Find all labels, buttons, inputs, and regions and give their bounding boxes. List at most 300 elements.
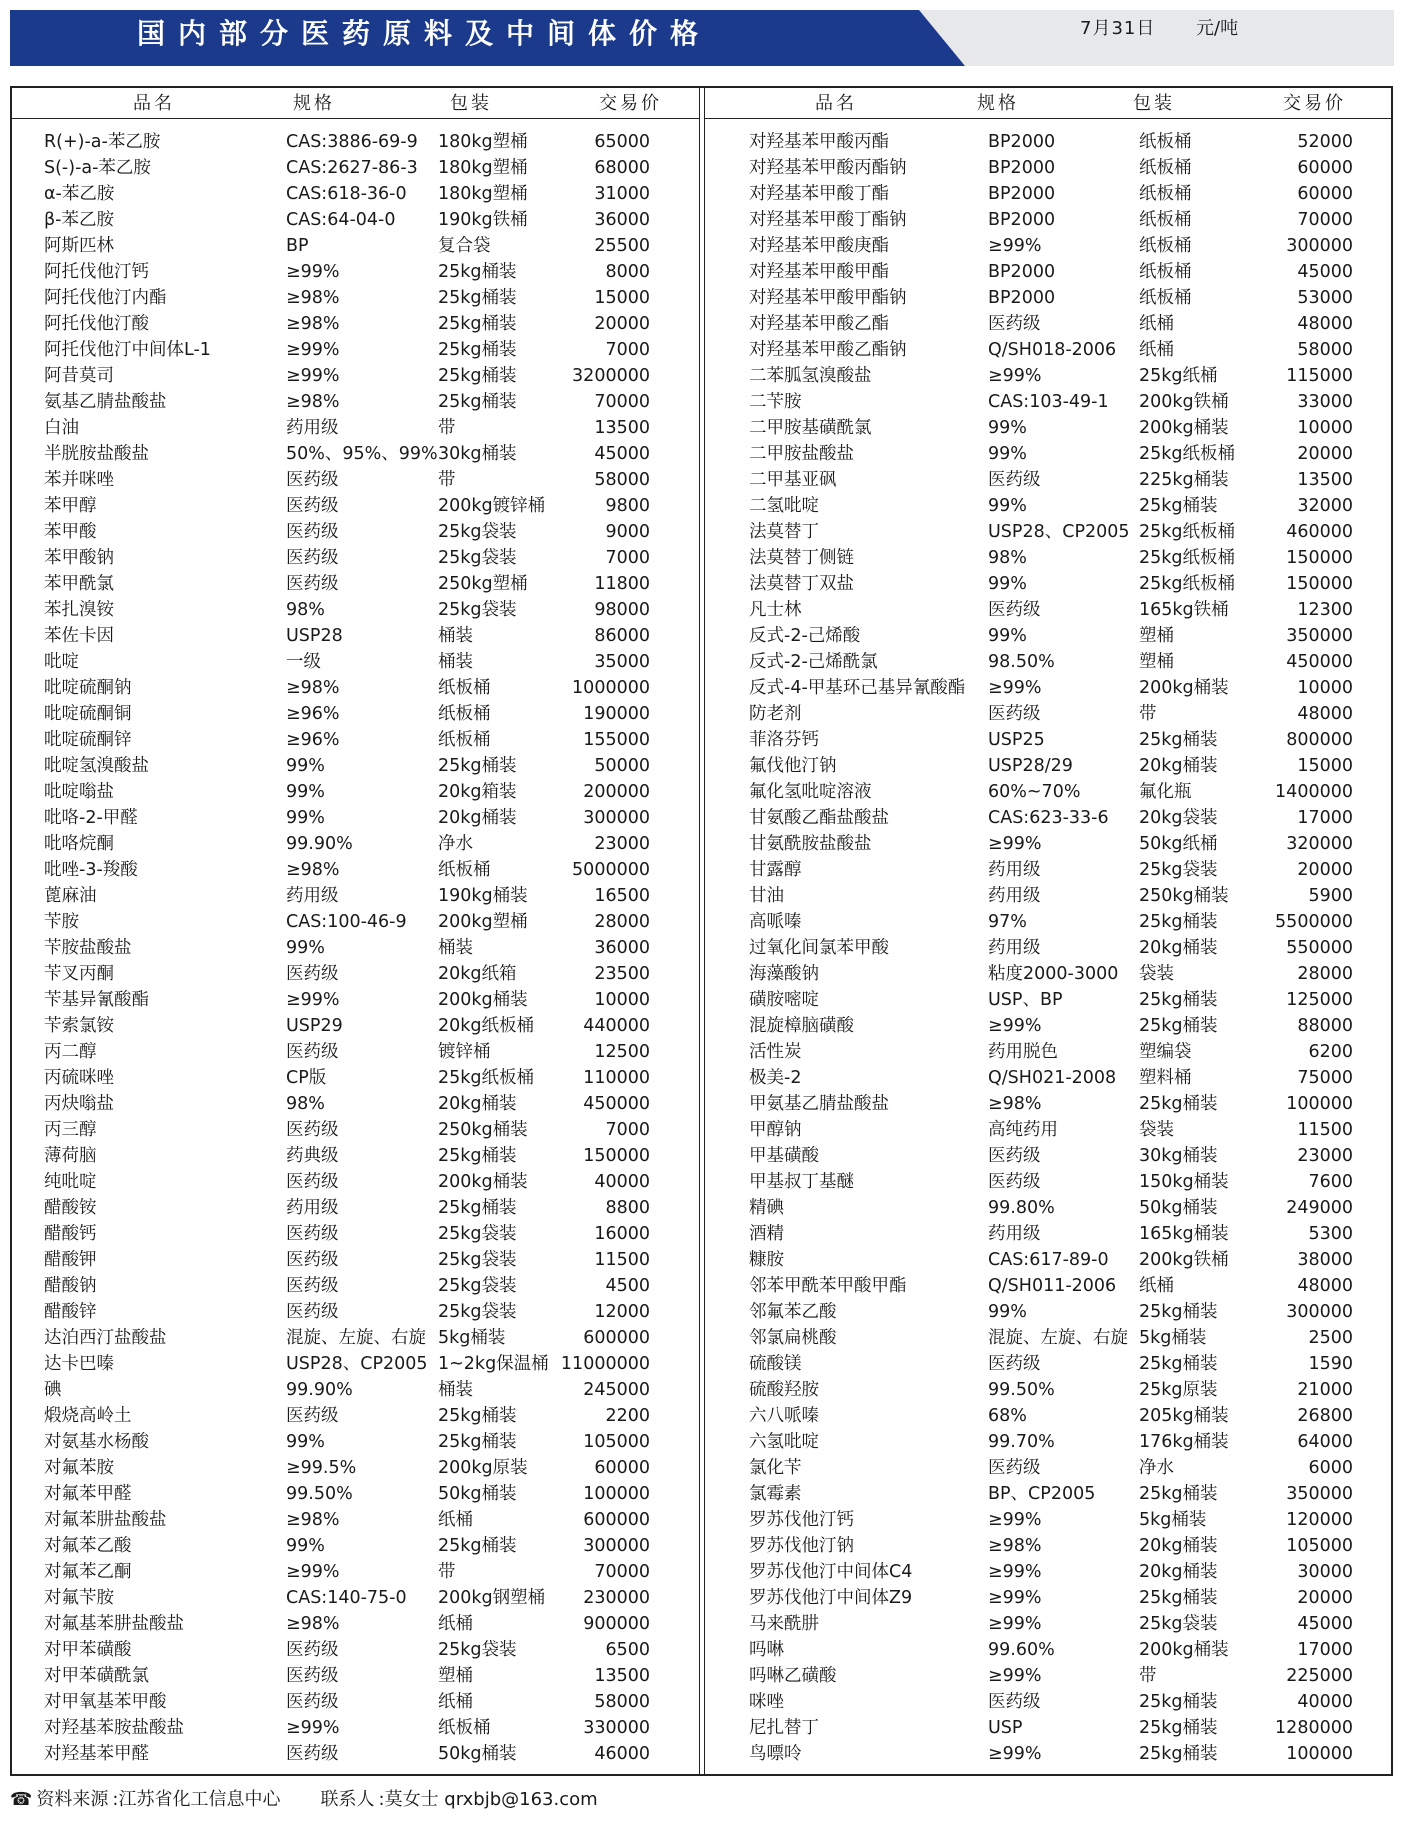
- cell-name: 法莫替丁侧链: [749, 548, 854, 568]
- cell-price: 320000: [1286, 834, 1353, 854]
- table-row: [0, 363, 1353, 389]
- cell-price: 64000: [1297, 1432, 1353, 1452]
- cell-spec: 医药级: [286, 548, 339, 568]
- table-row: [0, 831, 1353, 857]
- cell-spec: 97%: [988, 912, 1027, 932]
- header-rule-left: [12, 118, 699, 119]
- cell-name: 氟化氢吡啶溶液: [749, 782, 872, 802]
- cell-price: 600000: [583, 1510, 650, 1530]
- cell-spec: BP: [286, 236, 309, 256]
- cell-price: 25500: [594, 236, 650, 256]
- cell-package: 纸板桶: [1139, 262, 1192, 282]
- cell-package: 20kg纸箱: [438, 964, 517, 984]
- cell-name: 对氨基水杨酸: [44, 1432, 149, 1452]
- cell-spec: CAS:103-49-1: [988, 392, 1109, 412]
- cell-spec: USP、BP: [988, 990, 1063, 1010]
- cell-price: 600000: [583, 1328, 650, 1348]
- cell-spec: 医药级: [988, 600, 1041, 620]
- cell-price: 86000: [594, 626, 650, 646]
- cell-name: 活性炭: [749, 1042, 802, 1062]
- cell-spec: 99.90%: [286, 1380, 353, 1400]
- cell-name: 丙炔嗡盐: [44, 1094, 114, 1114]
- cell-price: 60000: [594, 1458, 650, 1478]
- table-row: [0, 1611, 1353, 1637]
- col-header-name: 品名: [815, 93, 857, 114]
- table-row: [0, 675, 1353, 701]
- cell-name: 对羟基苯甲醛: [44, 1744, 149, 1764]
- cell-price: 460000: [1286, 522, 1353, 542]
- cell-package: 30kg桶装: [1139, 1146, 1218, 1166]
- cell-package: 25kg桶装: [438, 366, 517, 386]
- cell-price: 12500: [594, 1042, 650, 1062]
- cell-package: 纸桶: [1139, 340, 1174, 360]
- table-row: [0, 467, 1353, 493]
- cell-package: 20kg桶装: [1139, 1562, 1218, 1582]
- cell-name: 醋酸铵: [44, 1198, 97, 1218]
- cell-package: 25kg桶装: [438, 262, 517, 282]
- cell-name: 丙二醇: [44, 1042, 97, 1062]
- cell-spec: BP、CP2005: [988, 1484, 1096, 1504]
- cell-price: 58000: [594, 1692, 650, 1712]
- cell-spec: 99%: [988, 1302, 1027, 1322]
- page-title: 国内部分医药原料及中间体价格: [137, 17, 712, 50]
- cell-package: 200kg原装: [438, 1458, 528, 1478]
- cell-price: 800000: [1286, 730, 1353, 750]
- col-header-package: 包装: [450, 93, 492, 114]
- date-label: 7月31日: [1080, 18, 1156, 39]
- cell-spec: 药典级: [286, 1146, 339, 1166]
- cell-price: 17000: [1297, 1640, 1353, 1660]
- cell-price: 11000000: [560, 1354, 650, 1374]
- cell-price: 36000: [594, 938, 650, 958]
- cell-package: 纸板桶: [1139, 132, 1192, 152]
- cell-spec: ≥98%: [286, 860, 340, 880]
- table-row: [0, 1299, 1353, 1325]
- cell-price: 68000: [594, 158, 650, 178]
- cell-name: 咪唑: [749, 1692, 784, 1712]
- cell-package: 25kg袋装: [438, 1276, 517, 1296]
- cell-package: 25kg袋装: [1139, 1614, 1218, 1634]
- cell-spec: ≥99%: [988, 236, 1042, 256]
- cell-price: 48000: [1297, 314, 1353, 334]
- cell-spec: ≥98%: [988, 1094, 1042, 1114]
- cell-package: 250kg桶装: [438, 1120, 528, 1140]
- cell-name: 邻氟苯乙酸: [749, 1302, 837, 1322]
- cell-spec: 98%: [988, 548, 1027, 568]
- table-row: [0, 623, 1353, 649]
- cell-name: β-苯乙胺: [44, 210, 114, 230]
- cell-price: 16000: [594, 1224, 650, 1244]
- cell-spec: ≥98%: [286, 314, 340, 334]
- table-row: [0, 805, 1353, 831]
- cell-price: 98000: [594, 600, 650, 620]
- cell-package: 25kg桶装: [438, 392, 517, 412]
- cell-package: 1~2kg保温桶: [438, 1354, 549, 1374]
- table-row: [0, 1559, 1353, 1585]
- cell-price: 5500000: [1275, 912, 1353, 932]
- cell-package: 200kg塑桶: [438, 912, 528, 932]
- cell-name: 对甲苯磺酸: [44, 1640, 132, 1660]
- col-header-price: 交易价: [1283, 93, 1346, 114]
- table-row: [0, 259, 1353, 285]
- cell-price: 100000: [1286, 1094, 1353, 1114]
- cell-name: 甘氨酰胺盐酸盐: [749, 834, 872, 854]
- cell-package: 190kg桶装: [438, 886, 528, 906]
- cell-name: 氯霉素: [749, 1484, 802, 1504]
- table-row: [0, 1351, 1353, 1377]
- column-divider: [704, 86, 705, 1776]
- cell-package: 25kg桶装: [1139, 496, 1218, 516]
- cell-price: 100000: [1286, 1744, 1353, 1764]
- cell-name: 吡啶硫酮钠: [44, 678, 132, 698]
- table-row: [0, 1195, 1353, 1221]
- cell-price: 75000: [1297, 1068, 1353, 1088]
- table-row: [0, 1715, 1353, 1741]
- table-row: [0, 1091, 1353, 1117]
- cell-spec: 医药级: [988, 704, 1041, 724]
- cell-name: 对羟基苯甲酸丁酯钠: [749, 210, 907, 230]
- cell-package: 50kg桶装: [1139, 1198, 1218, 1218]
- cell-spec: ≥99%: [286, 1718, 340, 1738]
- cell-package: 纸桶: [438, 1510, 473, 1530]
- cell-package: 带: [438, 418, 456, 438]
- cell-spec: 药用脱色: [988, 1042, 1058, 1062]
- cell-spec: 医药级: [988, 1354, 1041, 1374]
- cell-package: 25kg纸板桶: [1139, 522, 1236, 542]
- cell-name: 罗苏伐他汀中间体C4: [749, 1562, 913, 1582]
- cell-spec: 99%: [286, 756, 325, 776]
- cell-spec: BP2000: [988, 158, 1056, 178]
- cell-price: 28000: [594, 912, 650, 932]
- cell-name: 酒精: [749, 1224, 784, 1244]
- cell-spec: 一级: [286, 652, 321, 672]
- cell-price: 46000: [594, 1744, 650, 1764]
- cell-package: 205kg桶装: [1139, 1406, 1229, 1426]
- cell-spec: 医药级: [286, 496, 339, 516]
- cell-package: 25kg纸板桶: [1139, 444, 1236, 464]
- cell-name: 二苯胍氢溴酸盐: [749, 366, 872, 386]
- cell-package: 桶装: [438, 1380, 473, 1400]
- cell-name: 极美-2: [749, 1068, 802, 1088]
- cell-price: 330000: [583, 1718, 650, 1738]
- cell-spec: ≥99%: [988, 678, 1042, 698]
- cell-spec: BP2000: [988, 262, 1056, 282]
- table-row: [0, 1039, 1353, 1065]
- cell-package: 25kg桶装: [1139, 1588, 1218, 1608]
- cell-package: 25kg桶装: [438, 1198, 517, 1218]
- cell-name: 阿托伐他汀钙: [44, 262, 149, 282]
- cell-price: 45000: [1297, 262, 1353, 282]
- cell-package: 200kg桶装: [438, 1172, 528, 1192]
- cell-package: 25kg袋装: [438, 1224, 517, 1244]
- cell-price: 10000: [1297, 418, 1353, 438]
- cell-price: 200000: [583, 782, 650, 802]
- table-row: [0, 1481, 1353, 1507]
- cell-name: 吗啉: [749, 1640, 784, 1660]
- col-header-spec: 规格: [293, 93, 335, 114]
- cell-spec: 混旋、左旋、右旋: [988, 1328, 1128, 1348]
- cell-package: 20kg桶装: [1139, 756, 1218, 776]
- cell-name: 薄荷脑: [44, 1146, 97, 1166]
- cell-spec: ≥99%: [988, 1744, 1042, 1764]
- cell-spec: 药用级: [988, 1224, 1041, 1244]
- cell-name: 苯佐卡因: [44, 626, 114, 646]
- table-row: [0, 1585, 1353, 1611]
- cell-name: 对氟苯乙酮: [44, 1562, 132, 1582]
- cell-spec: 99%: [286, 808, 325, 828]
- cell-package: 25kg袋装: [438, 1302, 517, 1322]
- cell-price: 300000: [583, 1536, 650, 1556]
- cell-spec: 粘度2000-3000: [988, 964, 1119, 984]
- cell-spec: 医药级: [286, 1692, 339, 1712]
- cell-spec: ≥99%: [988, 366, 1042, 386]
- cell-name: 醋酸钠: [44, 1276, 97, 1296]
- cell-package: 纸板桶: [1139, 288, 1192, 308]
- table-row: [0, 1377, 1353, 1403]
- table-row: [0, 1455, 1353, 1481]
- cell-spec: ≥99%: [988, 834, 1042, 854]
- cell-price: 12000: [594, 1302, 650, 1322]
- cell-price: 10000: [594, 990, 650, 1010]
- cell-spec: CAS:623-33-6: [988, 808, 1109, 828]
- cell-spec: 99%: [286, 1432, 325, 1452]
- cell-price: 2200: [605, 1406, 650, 1426]
- cell-package: 25kg袋装: [438, 600, 517, 620]
- cell-price: 23500: [594, 964, 650, 984]
- phone-icon: ☎: [10, 1789, 33, 1810]
- cell-name: 二苄胺: [749, 392, 802, 412]
- cell-price: 150000: [1286, 574, 1353, 594]
- cell-package: 纸板桶: [438, 678, 491, 698]
- cell-package: 25kg纸板桶: [438, 1068, 535, 1088]
- cell-package: 25kg桶装: [438, 756, 517, 776]
- cell-package: 塑桶: [1139, 626, 1174, 646]
- cell-package: 25kg袋装: [438, 1640, 517, 1660]
- cell-name: 二甲基亚砜: [749, 470, 837, 490]
- col-header-spec: 规格: [977, 93, 1019, 114]
- cell-price: 52000: [1297, 132, 1353, 152]
- cell-price: 13500: [594, 1666, 650, 1686]
- cell-spec: 医药级: [286, 1276, 339, 1296]
- cell-package: 25kg袋装: [438, 522, 517, 542]
- cell-package: 200kg桶装: [1139, 678, 1229, 698]
- cell-spec: ≥99%: [286, 262, 340, 282]
- cell-price: 350000: [1286, 626, 1353, 646]
- table-row: [0, 935, 1353, 961]
- cell-price: 115000: [1286, 366, 1353, 386]
- cell-package: 袋装: [1139, 1120, 1174, 1140]
- cell-price: 23000: [1297, 1146, 1353, 1166]
- cell-name: 苯甲酸: [44, 522, 97, 542]
- cell-spec: 医药级: [286, 1172, 339, 1192]
- cell-price: 110000: [583, 1068, 650, 1088]
- cell-spec: ≥98%: [286, 1510, 340, 1530]
- cell-spec: USP28/29: [988, 756, 1073, 776]
- cell-spec: 98.50%: [988, 652, 1055, 672]
- cell-spec: 99%: [988, 418, 1027, 438]
- cell-price: 225000: [1286, 1666, 1353, 1686]
- cell-package: 200kg镀锌桶: [438, 496, 546, 516]
- cell-price: 15000: [1297, 756, 1353, 776]
- cell-price: 100000: [583, 1484, 650, 1504]
- cell-price: 20000: [1297, 860, 1353, 880]
- cell-package: 200kg桶装: [1139, 418, 1229, 438]
- cell-name: 二氢吡啶: [749, 496, 819, 516]
- cell-spec: CAS:617-89-0: [988, 1250, 1109, 1270]
- header-rule-right: [705, 118, 1391, 119]
- cell-price: 70000: [594, 1562, 650, 1582]
- cell-name: 苯甲酸钠: [44, 548, 114, 568]
- cell-package: 净水: [438, 834, 473, 854]
- cell-spec: CAS:3886-69-9: [286, 132, 418, 152]
- cell-price: 5900: [1308, 886, 1353, 906]
- cell-package: 25kg桶装: [438, 1406, 517, 1426]
- cell-package: 纸桶: [1139, 314, 1174, 334]
- cell-package: 50kg纸桶: [1139, 834, 1218, 854]
- table-row: [0, 1273, 1353, 1299]
- table-row: [0, 233, 1353, 259]
- cell-spec: BP2000: [988, 288, 1056, 308]
- cell-price: 20000: [1297, 1588, 1353, 1608]
- cell-package: 纸板桶: [438, 704, 491, 724]
- cell-price: 38000: [1297, 1250, 1353, 1270]
- cell-price: 45000: [1297, 1614, 1353, 1634]
- cell-name: 阿昔莫司: [44, 366, 114, 386]
- cell-name: 反式-2-己烯酸: [749, 626, 861, 646]
- cell-spec: Q/SH021-2008: [988, 1068, 1117, 1088]
- cell-price: 21000: [1297, 1380, 1353, 1400]
- cell-name: 硫酸羟胺: [749, 1380, 819, 1400]
- cell-price: 8800: [605, 1198, 650, 1218]
- cell-package: 25kg桶装: [1139, 1484, 1218, 1504]
- cell-spec: CAS:2627-86-3: [286, 158, 418, 178]
- cell-name: 二甲胺盐酸盐: [749, 444, 854, 464]
- cell-price: 105000: [583, 1432, 650, 1452]
- cell-spec: ≥98%: [286, 678, 340, 698]
- cell-spec: 医药级: [286, 1224, 339, 1244]
- cell-spec: CAS:100-46-9: [286, 912, 407, 932]
- cell-spec: 药用级: [988, 860, 1041, 880]
- col-header-name: 品名: [133, 93, 175, 114]
- cell-package: 塑桶: [1139, 652, 1174, 672]
- cell-name: 对氟苯胺: [44, 1458, 114, 1478]
- cell-name: 苄基异氰酸酯: [44, 990, 149, 1010]
- cell-package: 176kg桶装: [1139, 1432, 1229, 1452]
- cell-price: 50000: [594, 756, 650, 776]
- cell-price: 3200000: [572, 366, 650, 386]
- cell-price: 230000: [583, 1588, 650, 1608]
- table-row: [0, 597, 1353, 623]
- cell-package: 20kg桶装: [1139, 1536, 1218, 1556]
- cell-package: 25kg桶装: [438, 1536, 517, 1556]
- cell-name: 吡唑-3-羧酸: [44, 860, 138, 880]
- cell-spec: Q/SH018-2006: [988, 340, 1117, 360]
- cell-price: 125000: [1286, 990, 1353, 1010]
- cell-name: 半胱胺盐酸盐: [44, 444, 149, 464]
- cell-spec: ≥98%: [286, 1614, 340, 1634]
- cell-name: 苯甲醇: [44, 496, 97, 516]
- table-row: [0, 883, 1353, 909]
- cell-package: 纸桶: [1139, 1276, 1174, 1296]
- cell-package: 30kg桶装: [438, 444, 517, 464]
- cell-name: S(-)-a-苯乙胺: [44, 158, 151, 178]
- cell-spec: 医药级: [286, 522, 339, 542]
- cell-name: 醋酸钙: [44, 1224, 97, 1244]
- cell-price: 300000: [1286, 236, 1353, 256]
- table-row: [0, 1221, 1353, 1247]
- cell-spec: 99.70%: [988, 1432, 1055, 1452]
- table-row: [0, 857, 1353, 883]
- table-row: [0, 545, 1353, 571]
- cell-package: 165kg铁桶: [1139, 600, 1229, 620]
- cell-spec: 99%: [988, 626, 1027, 646]
- cell-spec: 医药级: [988, 470, 1041, 490]
- cell-spec: 医药级: [286, 964, 339, 984]
- cell-spec: 医药级: [988, 1458, 1041, 1478]
- cell-price: 20000: [594, 314, 650, 334]
- cell-package: 25kg桶装: [438, 314, 517, 334]
- cell-name: 对羟基苯甲酸庚酯: [749, 236, 889, 256]
- cell-spec: CAS:64-04-0: [286, 210, 396, 230]
- table-row: [0, 779, 1353, 805]
- cell-name: 甲氨基乙腈盐酸盐: [749, 1094, 889, 1114]
- cell-price: 35000: [594, 652, 650, 672]
- cell-package: 纸桶: [438, 1692, 473, 1712]
- cell-name: 糠胺: [749, 1250, 784, 1270]
- cell-spec: 99%: [988, 574, 1027, 594]
- col-header-package: 包装: [1133, 93, 1175, 114]
- cell-spec: ≥99%: [286, 340, 340, 360]
- table-row: [0, 909, 1353, 935]
- cell-package: 20kg桶装: [438, 1094, 517, 1114]
- cell-spec: USP28: [286, 626, 343, 646]
- cell-spec: 医药级: [286, 1302, 339, 1322]
- cell-price: 70000: [1297, 210, 1353, 230]
- cell-price: 9000: [605, 522, 650, 542]
- cell-name: 甘露醇: [749, 860, 802, 880]
- cell-spec: 98%: [286, 600, 325, 620]
- cell-name: R(+)-a-苯乙胺: [44, 132, 161, 152]
- cell-name: 对羟基苯甲酸乙酯钠: [749, 340, 907, 360]
- cell-package: 200kg钢塑桶: [438, 1588, 546, 1608]
- cell-price: 17000: [1297, 808, 1353, 828]
- cell-price: 58000: [1297, 340, 1353, 360]
- cell-price: 900000: [583, 1614, 650, 1634]
- cell-spec: USP: [988, 1718, 1023, 1738]
- cell-name: 丙三醇: [44, 1120, 97, 1140]
- cell-spec: ≥98%: [286, 288, 340, 308]
- cell-package: 25kg桶装: [1139, 912, 1218, 932]
- cell-price: 16500: [594, 886, 650, 906]
- cell-name: 对甲氧基苯甲酸: [44, 1692, 167, 1712]
- table-row: [0, 1637, 1353, 1663]
- cell-name: 氯化苄: [749, 1458, 802, 1478]
- cell-name: α-苯乙胺: [44, 184, 115, 204]
- cell-package: 氟化瓶: [1139, 782, 1192, 802]
- cell-name: 六氢吡啶: [749, 1432, 819, 1452]
- cell-spec: 医药级: [286, 1666, 339, 1686]
- cell-spec: ≥99%: [988, 1588, 1042, 1608]
- cell-price: 105000: [1286, 1536, 1353, 1556]
- cell-package: 纸板桶: [438, 730, 491, 750]
- cell-price: 440000: [583, 1016, 650, 1036]
- cell-package: 纸板桶: [1139, 158, 1192, 178]
- cell-spec: 高纯药用: [988, 1120, 1058, 1140]
- cell-name: 阿托伐他汀酸: [44, 314, 149, 334]
- cell-name: 甘油: [749, 886, 784, 906]
- cell-name: 碘: [44, 1380, 62, 1400]
- table-row: [0, 1117, 1353, 1143]
